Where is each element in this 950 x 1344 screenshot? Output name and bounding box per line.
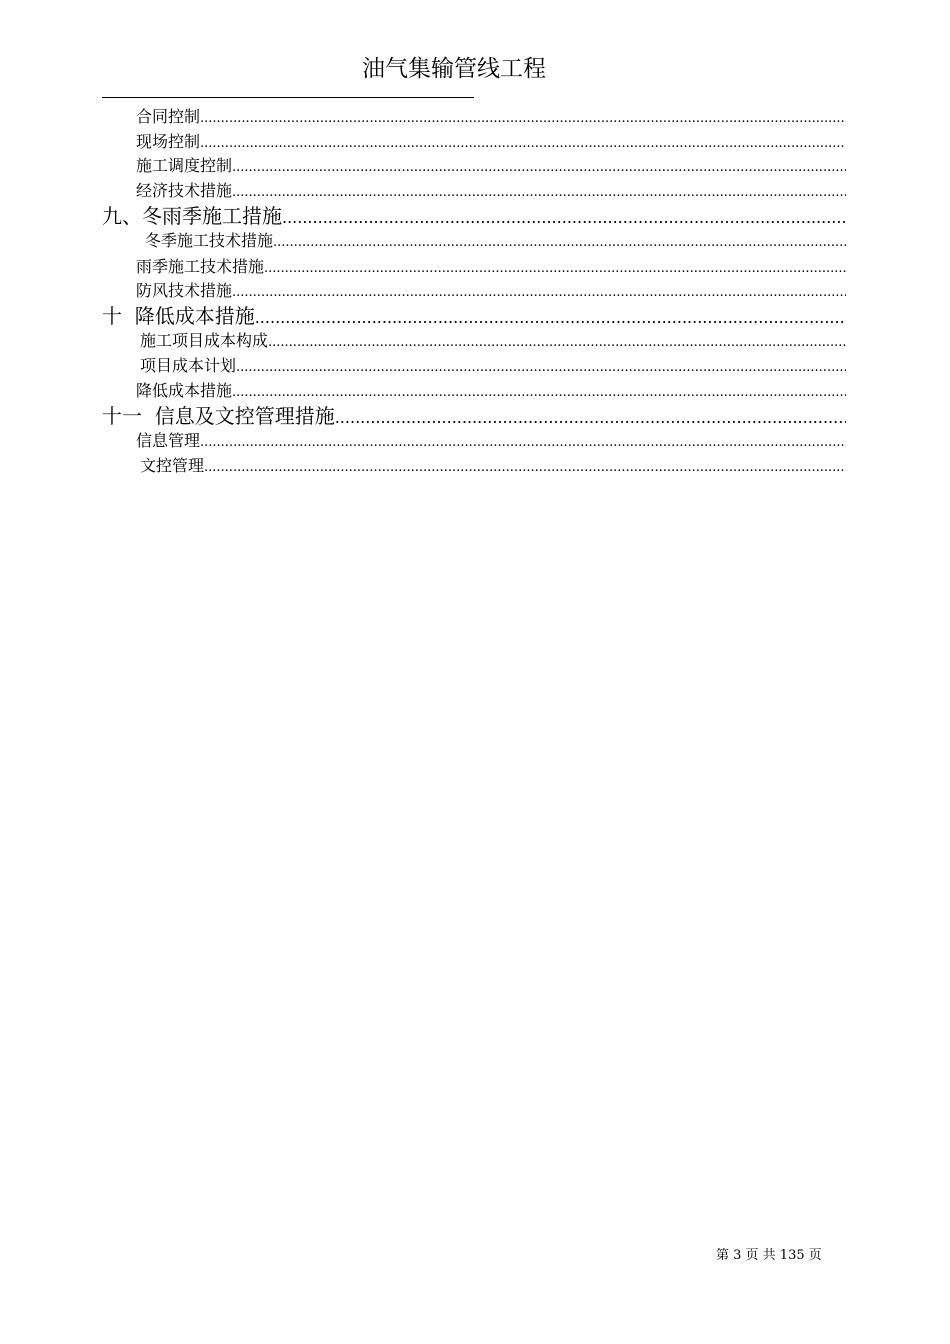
toc-entry[interactable] bbox=[136, 256, 846, 278]
toc-entry[interactable] bbox=[136, 280, 846, 302]
toc-entry-label: 十一 信息及文控管理措施 bbox=[102, 404, 335, 428]
toc-entry-label: 项目成本计划 bbox=[140, 356, 237, 375]
toc-entry[interactable] bbox=[140, 455, 846, 477]
toc-entry-label: 施工项目成本构成 bbox=[140, 331, 269, 350]
toc-dot-leader bbox=[236, 357, 846, 379]
toc-dot-leader bbox=[200, 432, 846, 454]
toc-dot-leader bbox=[335, 405, 846, 431]
toc-chapter-entry[interactable] bbox=[102, 303, 846, 329]
page-number-footer: 第 3 页 共 135 页 bbox=[716, 1248, 822, 1263]
toc-entry-label: 冬季施工技术措施 bbox=[145, 231, 274, 250]
toc-entry[interactable] bbox=[136, 155, 846, 177]
toc-entry-label: 十 降低成本措施 bbox=[102, 304, 255, 328]
toc-entry[interactable] bbox=[136, 106, 846, 128]
toc-dot-leader bbox=[200, 108, 846, 130]
toc-entry-label: 合同控制 bbox=[136, 107, 201, 126]
toc-dot-leader bbox=[232, 157, 846, 179]
toc-entry[interactable] bbox=[136, 180, 846, 202]
toc-dot-leader bbox=[232, 182, 846, 204]
toc-entry-label: 信息管理 bbox=[136, 431, 201, 450]
toc-entry[interactable] bbox=[140, 330, 846, 352]
toc-dot-leader bbox=[268, 332, 846, 354]
toc-entry[interactable] bbox=[136, 131, 846, 153]
toc-entry[interactable] bbox=[145, 230, 846, 252]
toc-entry-label: 防风技术措施 bbox=[136, 281, 233, 300]
toc-entry[interactable] bbox=[140, 355, 846, 377]
toc-dot-leader bbox=[282, 205, 846, 231]
toc-entry-label: 降低成本措施 bbox=[136, 381, 233, 400]
toc-dot-leader bbox=[232, 382, 846, 404]
toc-dot-leader bbox=[255, 305, 846, 331]
toc-dot-leader bbox=[273, 232, 846, 254]
toc-entry-label: 文控管理 bbox=[140, 456, 205, 475]
toc-entry[interactable] bbox=[136, 380, 846, 402]
page-header-title: 油气集输管线工程 bbox=[362, 56, 546, 82]
toc-chapter-entry[interactable] bbox=[102, 203, 846, 229]
toc-chapter-entry[interactable] bbox=[102, 403, 846, 429]
toc-entry-label: 经济技术措施 bbox=[136, 181, 233, 200]
toc-entry-label: 九、冬雨季施工措施 bbox=[102, 204, 282, 228]
toc-dot-leader bbox=[232, 282, 846, 304]
toc-dot-leader bbox=[264, 258, 846, 280]
toc-entry-label: 施工调度控制 bbox=[136, 156, 233, 175]
toc-entry-label: 现场控制 bbox=[136, 132, 201, 151]
toc-entry[interactable] bbox=[136, 430, 846, 452]
toc-dot-leader bbox=[204, 457, 846, 479]
toc-entry-label: 雨季施工技术措施 bbox=[136, 257, 265, 276]
toc-dot-leader bbox=[200, 133, 846, 155]
